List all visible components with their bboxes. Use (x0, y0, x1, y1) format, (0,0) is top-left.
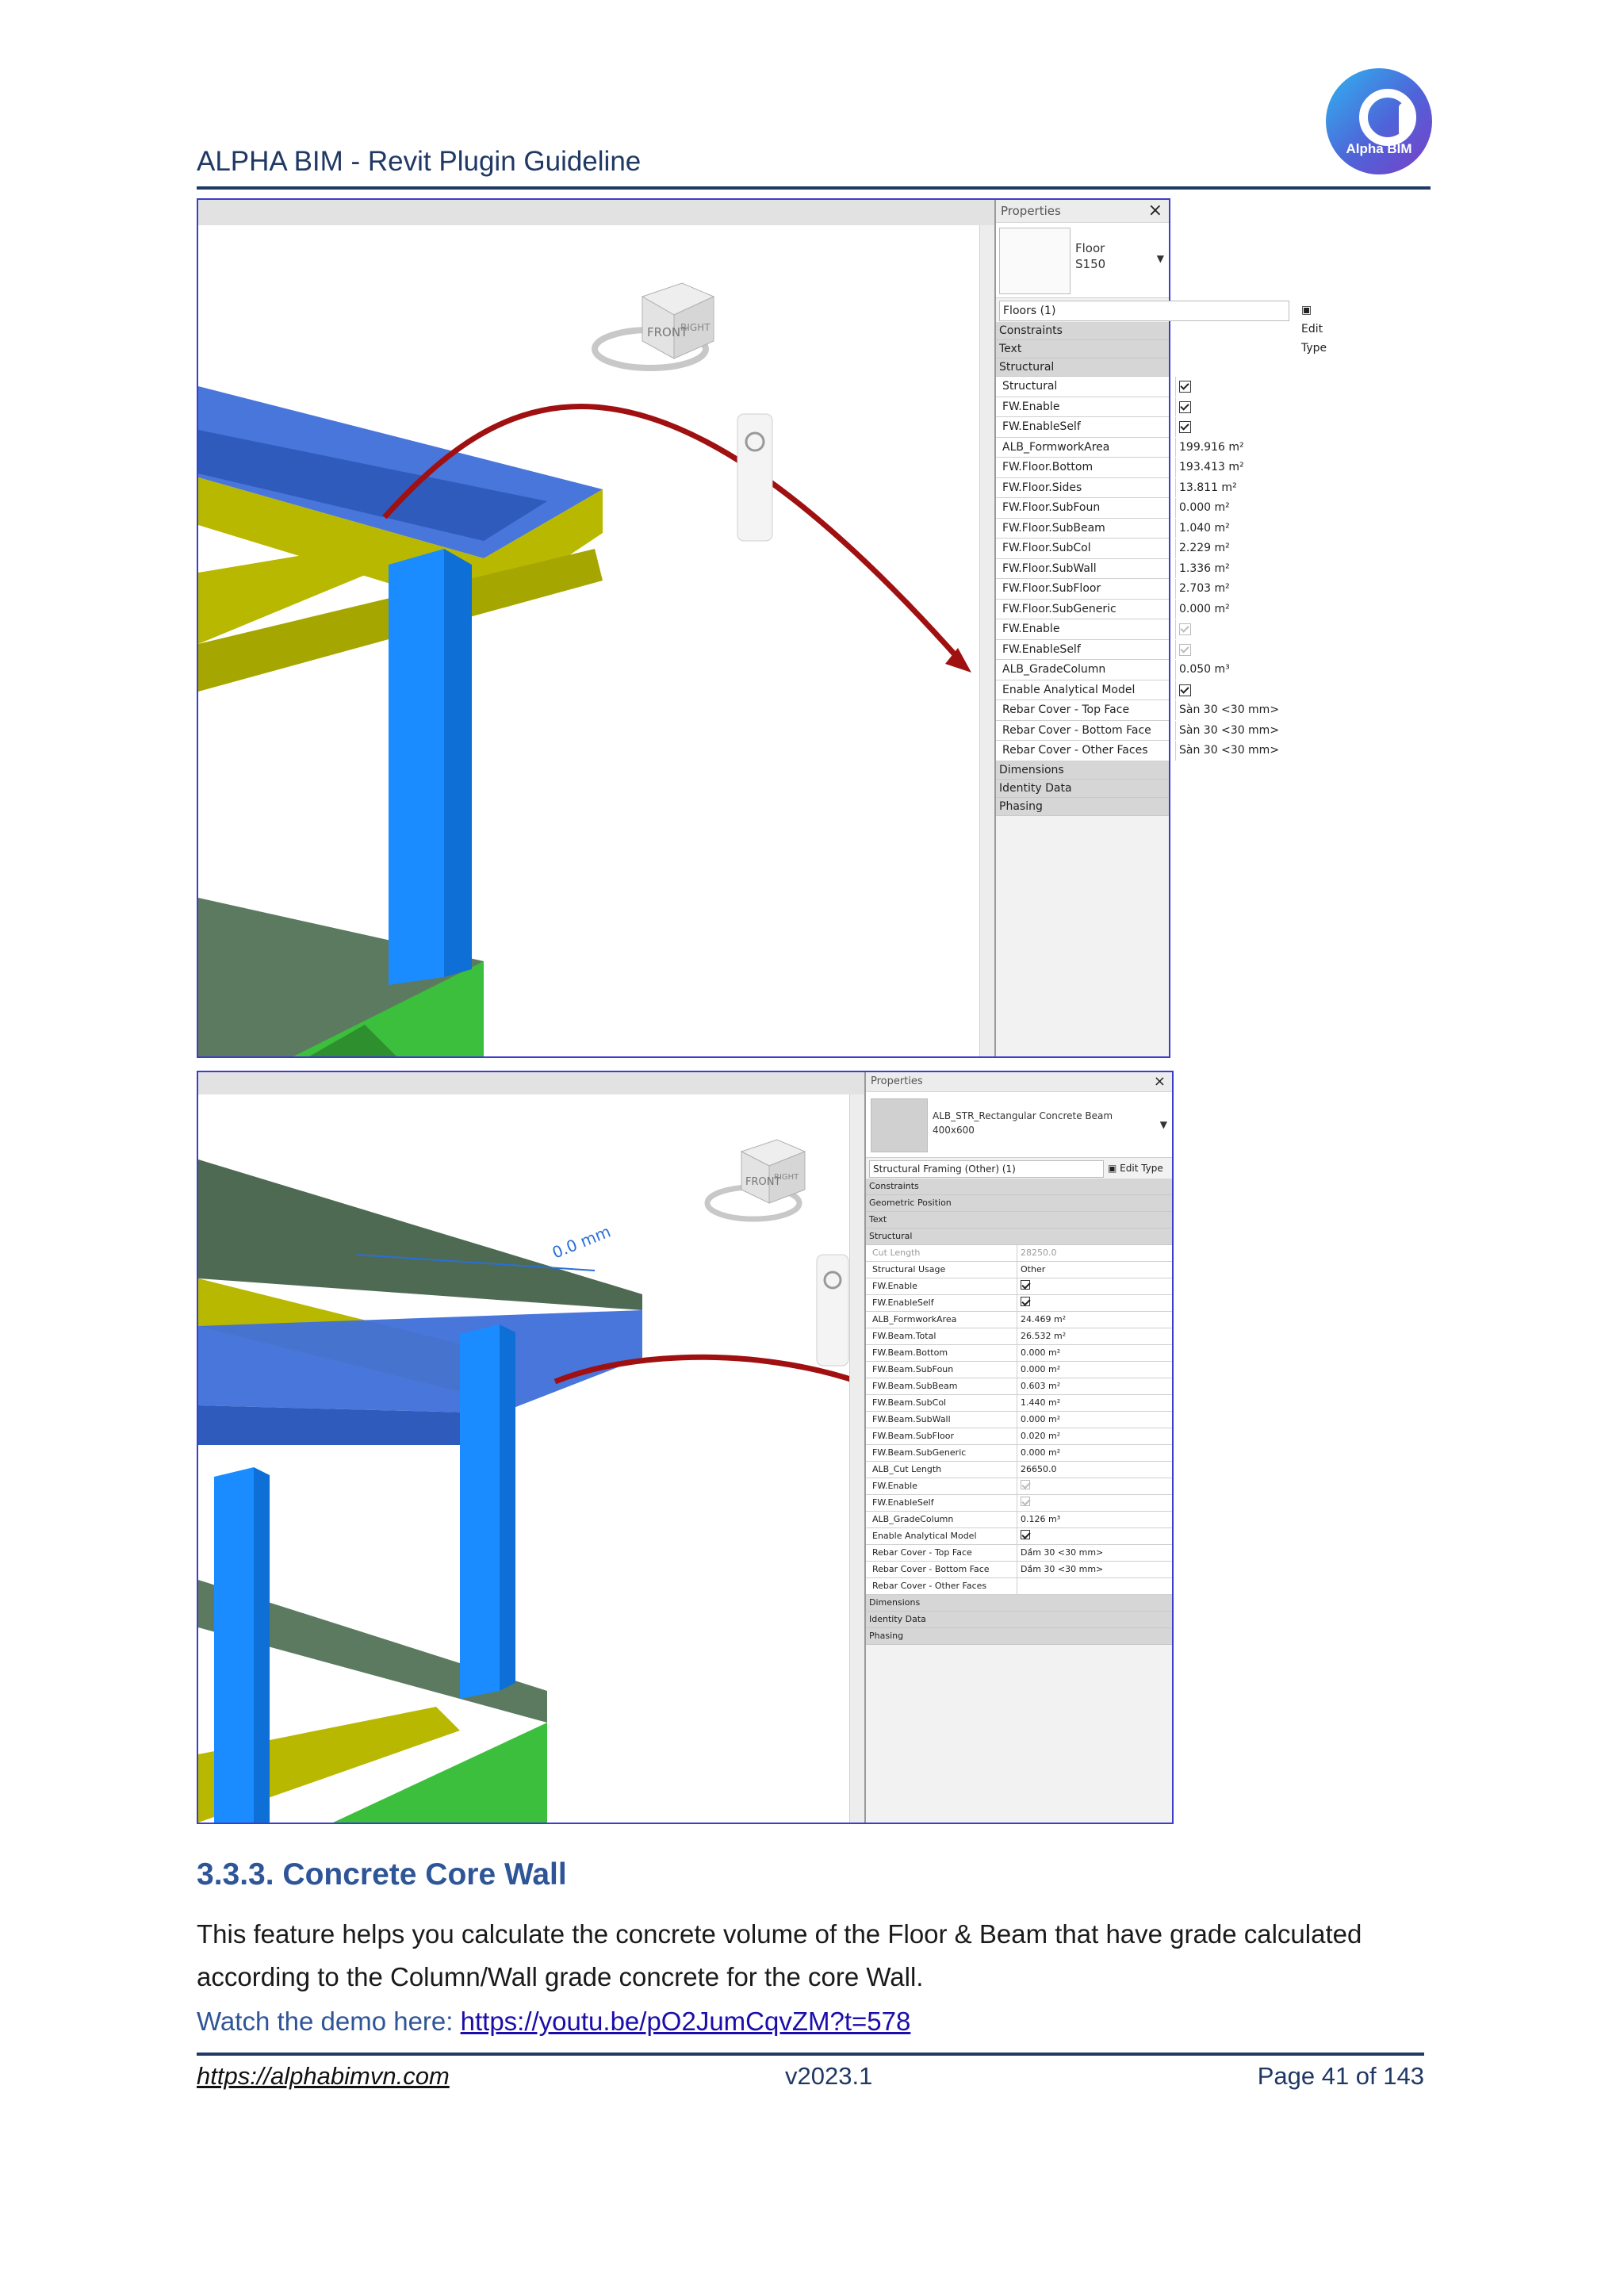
checkbox[interactable] (1179, 421, 1191, 433)
property-group-header[interactable]: Phasing (866, 1628, 1172, 1645)
viewport-scrollbar[interactable] (849, 1094, 864, 1823)
document-header-title: ALPHA BIM - Revit Plugin Guideline (197, 146, 642, 177)
property-group-header[interactable]: Geometric Position (866, 1195, 1172, 1212)
property-group-header[interactable]: Text (996, 340, 1169, 358)
chevron-down-icon[interactable]: ▼ (1156, 253, 1164, 264)
property-group-header[interactable]: Structural (866, 1228, 1172, 1245)
edit-type-icon: ▣ (1108, 1163, 1120, 1174)
property-name: FW.Floor.SubFloor (1002, 582, 1101, 595)
checkbox[interactable] (1179, 381, 1191, 393)
property-name: FW.Floor.SubBeam (1002, 521, 1105, 535)
property-row[interactable] (996, 458, 1244, 478)
property-value[interactable] (1017, 1478, 1030, 1494)
property-row[interactable] (996, 660, 1230, 680)
property-name: Structural (1002, 380, 1058, 393)
checkbox[interactable] (1179, 644, 1191, 656)
property-row[interactable] (996, 600, 1230, 620)
property-name: FW.EnableSelf (1002, 420, 1081, 433)
property-name: Rebar Cover - Other Faces (872, 1581, 987, 1591)
logo-letter-a-tail (1399, 103, 1408, 136)
property-group-header[interactable]: Structural (996, 358, 1169, 377)
property-row[interactable] (866, 1445, 1172, 1462)
demo-label: Watch the demo here: (197, 2007, 461, 2036)
property-value: 0.000 m² (1175, 600, 1230, 619)
property-value[interactable] (1017, 1295, 1030, 1311)
property-row[interactable] (996, 741, 1280, 761)
property-value: 1.040 m² (1175, 519, 1230, 539)
property-row[interactable] (866, 1428, 1172, 1445)
property-value: 13.811 m² (1175, 478, 1237, 498)
property-name: FW.Enable (872, 1281, 917, 1291)
property-row[interactable] (866, 1578, 1172, 1595)
property-name: FW.Floor.SubWall (1002, 562, 1097, 575)
property-value[interactable] (1175, 377, 1191, 397)
property-row[interactable] (866, 1412, 1172, 1428)
properties-title-bar (996, 200, 1169, 223)
property-value[interactable] (1175, 397, 1191, 417)
property-value[interactable] (1175, 619, 1191, 639)
property-name: ALB_Cut Length (872, 1464, 942, 1474)
properties-palette (994, 200, 1327, 1056)
property-value: 0.603 m² (1017, 1378, 1060, 1394)
property-name: FW.Enable (1002, 623, 1060, 635)
property-row[interactable] (866, 1395, 1172, 1412)
property-row[interactable] (866, 1328, 1172, 1345)
viewcube-right-label: RIGHT (774, 1173, 799, 1182)
property-name: Rebar Cover - Bottom Face (1002, 723, 1151, 737)
property-value: 0.000 m² (1017, 1445, 1060, 1461)
property-value: Dầm 30 <30 mm> (1017, 1545, 1103, 1561)
property-row[interactable] (996, 680, 1169, 701)
floor-model-view (198, 200, 994, 1056)
property-name: FW.Beam.SubBeam (872, 1381, 958, 1391)
instance-filter-select[interactable]: Floors (1) (999, 301, 1289, 321)
property-name: FW.Enable (1002, 400, 1060, 413)
floor-type-thumbnail (999, 228, 1071, 294)
property-group-header[interactable]: Text (866, 1212, 1172, 1228)
property-value: 1.336 m² (1175, 559, 1230, 579)
logo-text: Alpha BIM (1346, 141, 1412, 156)
property-row[interactable] (866, 1312, 1172, 1328)
property-value[interactable] (1017, 1278, 1030, 1294)
property-name: FW.Beam.Bottom (872, 1347, 948, 1358)
dimension-label: 0.0 mm (549, 1221, 614, 1263)
header-rule (197, 186, 1431, 190)
property-name: FW.EnableSelf (872, 1297, 934, 1308)
property-row[interactable] (866, 1462, 1172, 1478)
property-row[interactable] (996, 539, 1230, 559)
property-value: 0.000 m² (1017, 1345, 1060, 1361)
type-selector[interactable] (866, 1092, 1172, 1158)
property-row[interactable] (996, 721, 1280, 742)
property-row[interactable] (996, 619, 1169, 640)
property-value: 0.020 m² (1017, 1428, 1060, 1444)
property-name: FW.EnableSelf (1002, 642, 1081, 656)
property-value: 193.413 m² (1175, 458, 1244, 477)
property-group-header[interactable]: Identity Data (996, 780, 1169, 798)
property-group-header[interactable]: Identity Data (866, 1612, 1172, 1628)
demo-link[interactable]: https://youtu.be/pO2JumCqvZM?t=578 (460, 2007, 911, 2036)
property-value[interactable] (1017, 1495, 1030, 1511)
instance-filter-select[interactable]: Structural Framing (Other) (1) (869, 1160, 1104, 1178)
property-name: Structural Usage (872, 1264, 946, 1274)
property-row[interactable] (866, 1278, 1172, 1295)
close-icon[interactable]: × (1147, 201, 1162, 220)
checkbox[interactable] (1179, 401, 1191, 413)
viewcube-front-label: FRONT (647, 325, 688, 339)
property-value: 2.703 m² (1175, 579, 1230, 599)
edit-type-button[interactable]: ▣ Edit Type (1108, 1163, 1163, 1174)
beam-model-view (198, 1072, 864, 1823)
properties-grid (996, 322, 1280, 816)
property-row[interactable] (996, 438, 1244, 458)
property-value: Sàn 30 <30 mm> (1175, 721, 1279, 741)
edit-type-icon: ▣ (1301, 304, 1312, 316)
chevron-down-icon[interactable]: ▼ (1159, 1119, 1167, 1130)
property-group-header[interactable]: Dimensions (866, 1595, 1172, 1612)
properties-title: Properties (871, 1075, 923, 1087)
instance-row (866, 1158, 1172, 1179)
property-row[interactable] (866, 1262, 1172, 1278)
viewcube-right-label: RIGHT (680, 322, 710, 333)
property-value[interactable] (1175, 680, 1191, 700)
property-value: 0.000 m² (1175, 498, 1230, 518)
property-row[interactable] (866, 1478, 1172, 1495)
property-row[interactable] (996, 640, 1169, 661)
property-row[interactable] (866, 1362, 1172, 1378)
properties-grid (866, 1179, 1172, 1645)
property-name: FW.Floor.SubGeneric (1002, 602, 1116, 615)
property-group-header[interactable]: Dimensions (996, 761, 1169, 780)
checkbox[interactable] (1179, 623, 1191, 635)
property-value[interactable] (1017, 1528, 1030, 1544)
type-size: S150 (1075, 257, 1106, 271)
property-value (1017, 1578, 1021, 1594)
property-value: 24.469 m² (1017, 1312, 1066, 1328)
property-value: 199.916 m² (1175, 438, 1244, 458)
property-row[interactable] (866, 1378, 1172, 1395)
edit-type-button[interactable]: ▣ Edit Type (1301, 304, 1327, 355)
property-row[interactable] (996, 417, 1169, 438)
checkbox[interactable] (1021, 1497, 1030, 1506)
viewcube-front-label: FRONT (745, 1176, 781, 1188)
property-value: 26.532 m² (1017, 1328, 1066, 1344)
revit-screenshot-beam (197, 1071, 1174, 1824)
property-name: Rebar Cover - Top Face (872, 1547, 972, 1558)
property-name: Enable Analytical Model (1002, 683, 1136, 696)
property-name: FW.Beam.SubCol (872, 1397, 947, 1408)
property-value: Sàn 30 <30 mm> (1175, 700, 1279, 720)
property-name: Enable Analytical Model (872, 1531, 977, 1541)
property-name: FW.Beam.Total (872, 1331, 936, 1341)
property-value[interactable] (1175, 640, 1191, 660)
property-name: FW.Floor.SubFoun (1002, 501, 1101, 514)
property-name: FW.Beam.SubGeneric (872, 1447, 967, 1458)
property-row[interactable] (866, 1345, 1172, 1362)
beam-type-thumbnail (871, 1098, 928, 1152)
close-icon[interactable]: × (1153, 1073, 1166, 1090)
footer-version: v2023.1 (785, 2062, 873, 2090)
type-size: 400x600 (933, 1125, 975, 1136)
property-row[interactable] (866, 1245, 1172, 1262)
property-name: Rebar Cover - Top Face (1002, 703, 1130, 716)
logo-letter-a-icon (1359, 89, 1416, 146)
type-selector[interactable] (996, 223, 1169, 298)
properties-palette (864, 1072, 1172, 1823)
type-name: ALB_STR_Rectangular Concrete Beam (933, 1110, 1113, 1121)
property-value: 0.050 m³ (1175, 660, 1230, 680)
property-group-header[interactable]: Constraints (996, 322, 1169, 340)
property-row[interactable] (996, 377, 1169, 397)
3d-viewport[interactable] (198, 200, 994, 1056)
property-value: Dầm 30 <30 mm> (1017, 1562, 1103, 1577)
footer-page-number: Page 41 of 143 (1257, 2062, 1424, 2090)
property-row[interactable] (996, 498, 1230, 519)
property-name: FW.Beam.SubWall (872, 1414, 951, 1424)
3d-viewport[interactable] (198, 1072, 864, 1823)
property-name: FW.Floor.Sides (1002, 481, 1082, 494)
type-name: Floor (1075, 241, 1105, 255)
property-value: 28250.0 (1017, 1245, 1057, 1261)
property-name: FW.EnableSelf (872, 1497, 934, 1508)
property-row[interactable] (866, 1562, 1172, 1578)
property-name: FW.Beam.SubFloor (872, 1431, 955, 1441)
property-value: 0.000 m² (1017, 1412, 1060, 1428)
property-name: FW.Enable (872, 1481, 917, 1491)
property-group-header[interactable]: Phasing (996, 798, 1169, 816)
section-heading: 3.3.3. Concrete Core Wall (197, 1857, 567, 1892)
property-row[interactable] (866, 1545, 1172, 1562)
property-name: ALB_FormworkArea (872, 1314, 957, 1324)
property-value: 0.126 m³ (1017, 1512, 1060, 1527)
section-paragraph: This feature helps you calculate the concrete volume of the Floor & Beam that have grade calculated according to the Column/Wall grade concrete for the core Wall. (197, 1919, 1362, 1991)
checkbox[interactable] (1021, 1297, 1030, 1306)
property-value[interactable] (1175, 417, 1191, 437)
checkbox[interactable] (1179, 684, 1191, 696)
property-row[interactable] (996, 700, 1280, 721)
property-value: Sàn 30 <30 mm> (1175, 741, 1279, 761)
property-name: ALB_FormworkArea (1002, 440, 1110, 454)
property-name: Rebar Cover - Bottom Face (872, 1564, 990, 1574)
property-name: FW.Floor.SubCol (1002, 542, 1091, 554)
checkbox[interactable] (1021, 1480, 1030, 1489)
demo-line (197, 2007, 910, 2037)
property-name: Rebar Cover - Other Faces (1002, 744, 1148, 757)
property-row[interactable] (996, 478, 1237, 499)
property-value: 1.440 m² (1017, 1395, 1060, 1411)
viewport-scrollbar[interactable] (979, 225, 994, 1056)
property-row[interactable] (996, 519, 1230, 539)
property-row[interactable] (866, 1495, 1172, 1512)
property-value: 2.229 m² (1175, 539, 1230, 558)
property-name: ALB_GradeColumn (1002, 663, 1106, 676)
property-value: 26650.0 (1017, 1462, 1057, 1478)
property-row[interactable] (996, 579, 1230, 600)
property-row[interactable] (866, 1512, 1172, 1528)
checkbox[interactable] (1021, 1280, 1030, 1290)
property-group-header[interactable]: Constraints (866, 1179, 1172, 1195)
property-row[interactable] (996, 397, 1169, 418)
footer-rule (197, 2053, 1424, 2056)
checkbox[interactable] (1021, 1530, 1030, 1539)
property-row[interactable] (866, 1295, 1172, 1312)
revit-screenshot-floor (197, 198, 1327, 1058)
property-row[interactable] (866, 1528, 1172, 1545)
property-name: FW.Floor.Bottom (1002, 461, 1094, 473)
footer-website-link[interactable]: https://alphabimvn.com (197, 2062, 450, 2090)
properties-title: Properties (1001, 204, 1061, 218)
property-row[interactable] (996, 559, 1230, 580)
property-name: Cut Length (872, 1248, 921, 1258)
properties-title-bar (866, 1072, 1172, 1092)
property-name: FW.Beam.SubFoun (872, 1364, 954, 1374)
property-value: Other (1017, 1262, 1045, 1278)
property-value: 0.000 m² (1017, 1362, 1060, 1378)
property-name: ALB_GradeColumn (872, 1514, 954, 1524)
